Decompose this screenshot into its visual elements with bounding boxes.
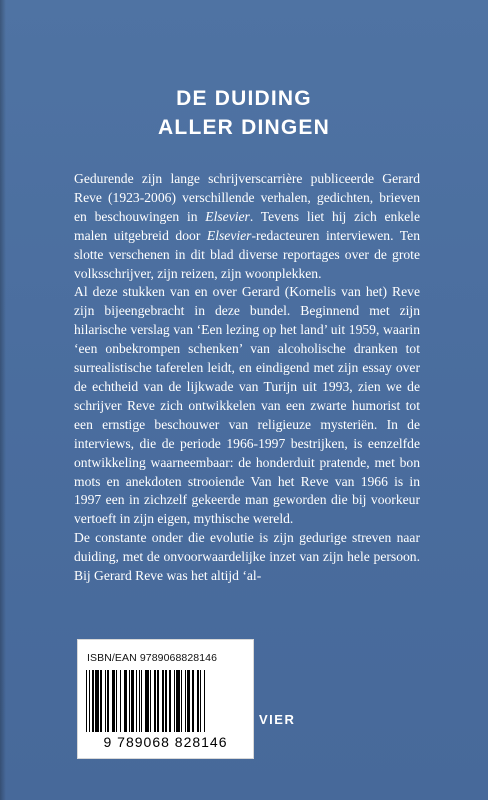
blurb-paragraph-2: Al deze stukken van en over Gerard (Kornelis van het) Reve zijn bijeengebracht in deze bundel. Beginnend met zijn hilarische verslag van ‘Een lezing op het land’ uit 1959, waarin ‘een onbekrompen schenken’ van alcoholische dranken tot surrealistische taferelen leidt, en eindigend met zijn essay over de echtheid van de lijkwade van Turijn uit 1993, zien we de schrijver Reve zich ontwikkelen van een zwarte humorist tot een ernstige beschouwer van religieuze mysteriën. In de interviews, die de periode 1966-1997 bestrijken, is eenzelfde ontwikkeling waarneembaar: de honderduit pratende, met bon mots en anekdoten strooiende Van het Reve van 1966 is in 1997 een in zichzelf gekeerde man geworden die bij voorkeur vertoeft in zijn eigen, mythische wereld.: [74, 284, 420, 527]
blurb-paragraph-3: De constante onder die evolutie is zijn gedurige streven naar duiding, met de onvoorwaardelijke inzet van zijn hele persoon. Bij Gerard Reve was het altijd ‘al-: [74, 530, 420, 584]
barcode-sticker: [78, 640, 253, 758]
blurb-p1-text-a: Gedurende zijn lange schrijverscarrière publiceerde Gerard Reve (1923-2006) verschillende verhalen, gedichten, brieven en beschouwingen in: [74, 171, 420, 224]
blurb-text: [74, 170, 420, 586]
barcode-number: 9 789068 828146: [103, 734, 228, 750]
blurb-paragraph-1: [74, 170, 420, 283]
blurb-p1-italic-1: Elsevier: [205, 208, 250, 224]
isbn-label: ISBN/EAN 9789068828146: [87, 652, 218, 664]
blurb-p1-text-c: -redacteuren interviewen. Ten slotte verschenen in dit blad diverse reportages over de grote volksschrijver, zijn reizen, zijn woonplekken.: [74, 227, 420, 281]
publisher-logo: VIER: [259, 712, 296, 727]
barcode-bars: [86, 670, 244, 732]
book-title-line-1: DE DUIDING: [176, 87, 312, 110]
blurb-p1-italic-2: Elsevier: [206, 227, 252, 243]
book-title-line-2: ALLER DINGEN: [158, 116, 330, 139]
blurb-p1-text-b: . Tevens liet hij zich enkele malen uitgebreid door: [74, 208, 420, 243]
